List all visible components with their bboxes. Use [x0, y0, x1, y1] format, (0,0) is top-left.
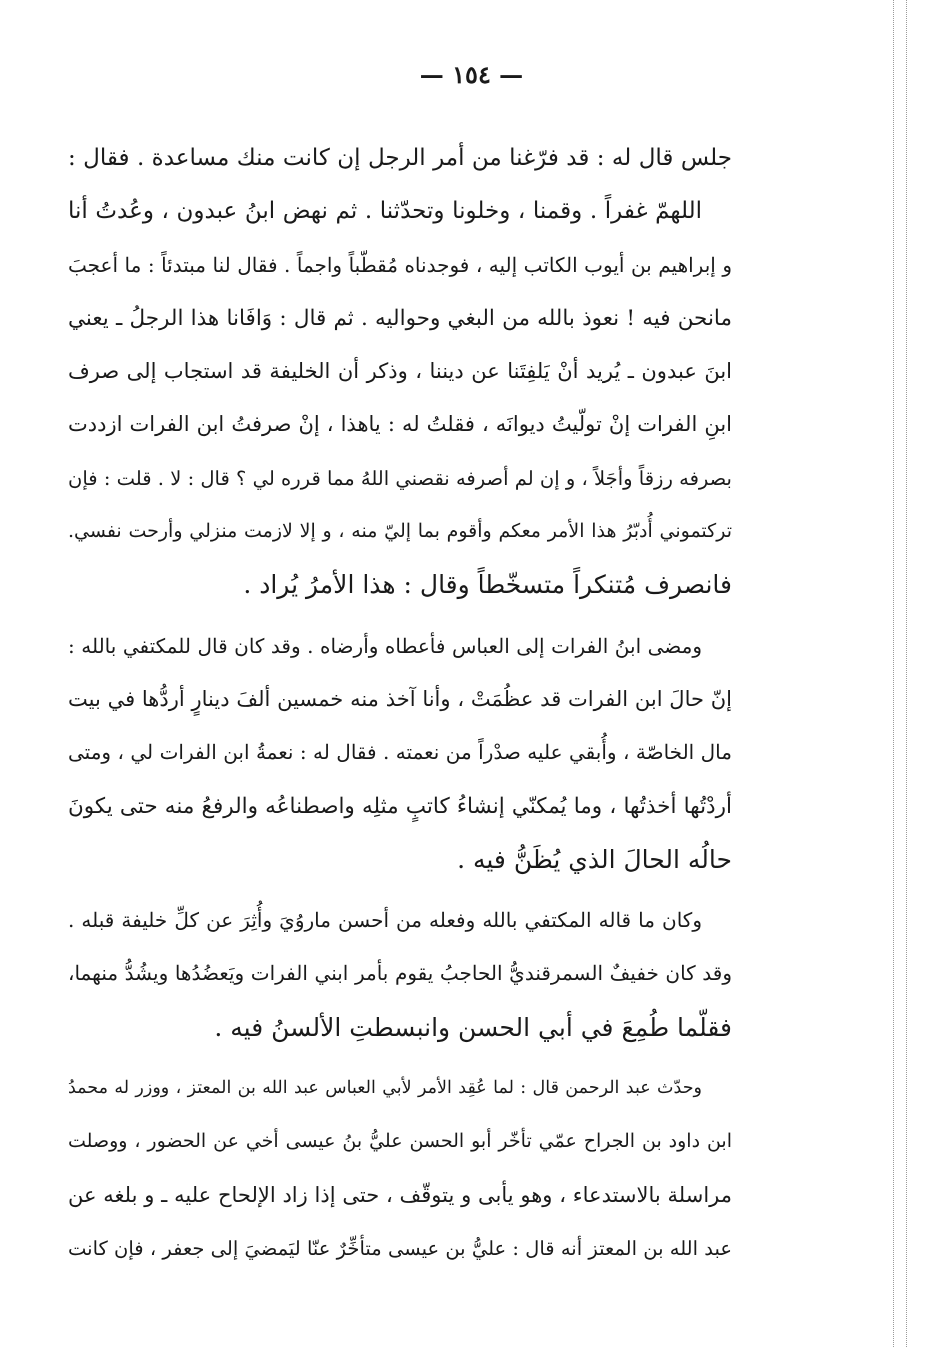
page-edge-dots [893, 0, 894, 1347]
text-line: إنّ حالَ ابن الفرات قد عظُمَتْ ، وأنا آخذ منه خمسين ألفَ دينارٍ أردُّها في بيت [68, 686, 732, 711]
text-line: وكان ما قاله المكتفي بالله وفعله من أحسن ماروُيَ وأُثِرَ عن كلِّ خليفة قبله . [68, 908, 702, 933]
text-line: حالُه الحالَ الذي يُظَنُّ فيه . [457, 844, 732, 874]
text-line: وحدّث عبد الرحمن قال : لما عُقِد الأمر لأبي العباس عبد الله بن المعتز ، ووزر له محمدُ [68, 1078, 702, 1099]
text-line: ابنَ عبدون ـ يُريد أنْ يَلفِتَنا عن ديننا ، وذكر أن الخليفة قد استجاب إلى صرف [68, 359, 732, 384]
text-line: تركتموني أُدبّرُ هذا الأمر معكم وأقوم بما إليّ منه ، و إلا لازمت منزلي وأرحت نفسي. [68, 520, 732, 543]
text-line: عبد الله بن المعتز أنه قال : عليُّ بن عيسى متأخِّرٌ عنّا ليَمضيَ إلى جعفر ، فإن كانت [68, 1236, 732, 1260]
text-line: جلس قال له : قد فرّغنا من أمر الرجل إن كانت منك مساعدة . فقال : [68, 145, 732, 171]
text-line: وقد كان خفيفٌ السمرقنديُّ الحاجبُ يقوم بأمر ابني الفرات ويَعضُدُها ويشُدُّ منهما، [68, 961, 732, 986]
text-line: فانصرف مُتنكراً متسخّطاً وقال : هذا الأمرُ يُراد . [243, 570, 732, 600]
page-edge-dots [906, 0, 907, 1347]
page-number: — ١٥٤ — [419, 60, 524, 89]
page-body [68, 132, 732, 1275]
text-line: فقلّما طُمِعَ في أبي الحسن وانبسطتِ الألسنُ فيه . [214, 1012, 732, 1042]
text-line: مراسلة بالاستدعاء ، وهو يأبى و يتوقّف ، حتى إذا زاد الإلحاح عليه ـ و بلغه عن [68, 1182, 732, 1207]
text-line: ابنِ الفرات إنْ تولّيتُ ديوانَه ، فقلتُ له : ياهذا ، إنْ صرفتُ ابن الفرات ازددت [68, 412, 732, 437]
text-line: ابن داود بن الجراح عمّي تأخّر أبو الحسن عليُّ بنُ عيسى أخي عن الحضور ، ووصلت [68, 1130, 732, 1153]
text-line: مال الخاصّة ، وأُبقي عليه صدْراً من نعمته . فقال له : نعمةُ ابن الفرات لي ، ومتى [68, 740, 732, 765]
text-line: أردْتُها أخذتُها ، وما يُمكنّي إنشاءُ كاتبٍ مثلِه واصطناعُه والرفعُ منه حتى يكونَ [68, 793, 732, 819]
text-line: اللهمّ غفراً . وقمنا ، وخلونا وتحدّثنا . ثم نهض ابنُ عبدون ، وعُدتُ أنا [68, 198, 702, 225]
text-line: بصرفه رزقاً وأجَلاً ، و إن لم أصرفه نقصني اللهُ مما قرره لي ؟ قال : لا . قلت : فإن [68, 466, 732, 490]
text-line: و إبراهيم بن أيوب الكاتب إليه ، فوجدناه مُقطّباً واجماً . فقال لنا مبتدئاً : ما أعجبَ [68, 252, 732, 277]
text-line: مانحن فيه ! نعوذ بالله من البغي وحواليه . ثم قال : وَافَانا هذا الرجلُ ـ يعني [68, 305, 732, 331]
text-line: ومضى ابنُ الفرات إلى العباس فأعطاه وأرضاه . وقد كان قال للمكتفي بالله : [68, 633, 703, 658]
